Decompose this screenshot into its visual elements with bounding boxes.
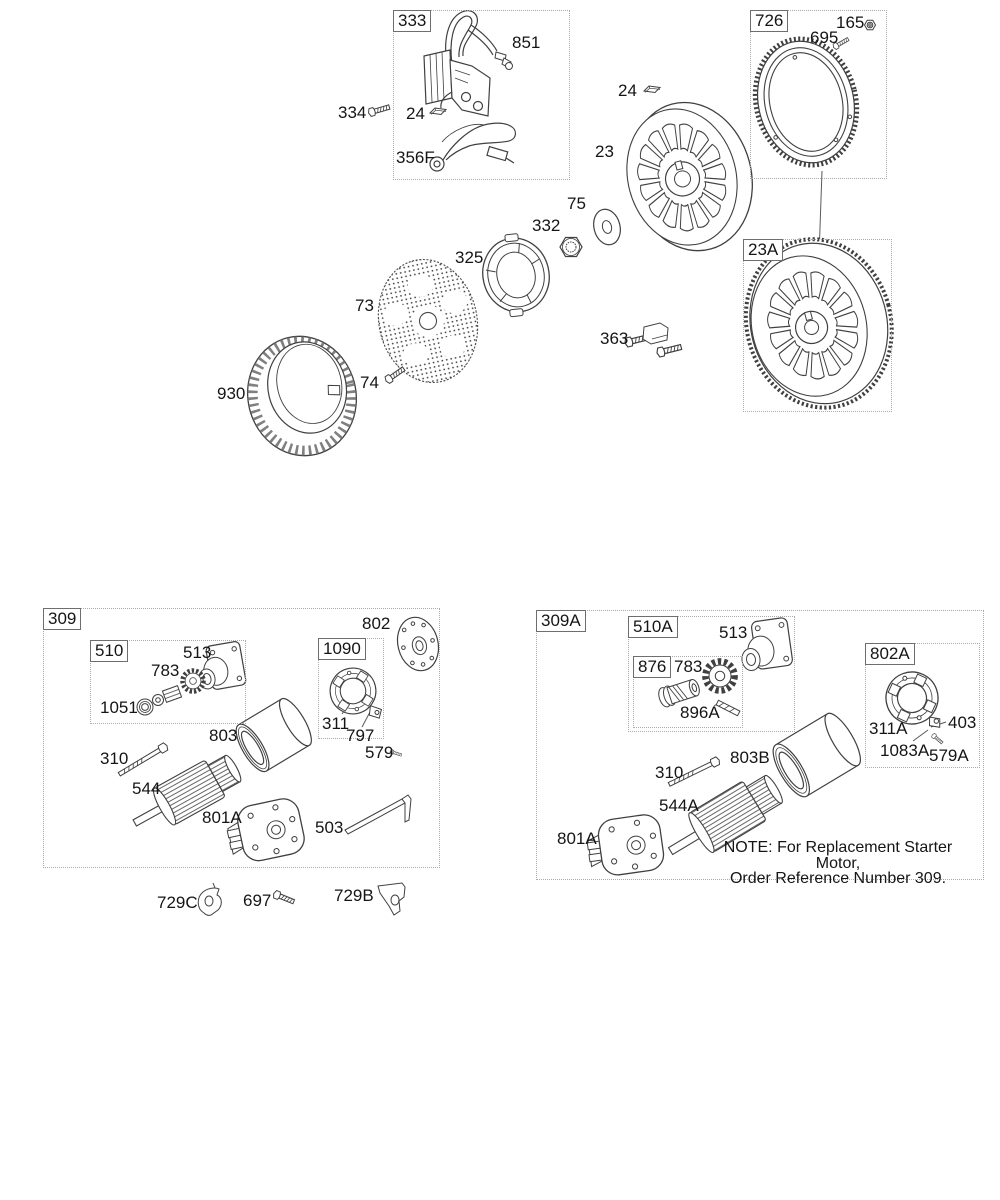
part-label-503: 503 bbox=[315, 818, 344, 837]
part-label-697: 697 bbox=[243, 891, 272, 910]
part-label-930: 930 bbox=[217, 384, 246, 403]
part-label-1051: 1051 bbox=[100, 698, 138, 717]
part-label-311: 311 bbox=[322, 714, 350, 733]
bracket-drawing-729c bbox=[198, 883, 221, 915]
box-label-510: 510 bbox=[90, 640, 128, 662]
rotating-screen-drawing-73 bbox=[367, 250, 489, 392]
washer-drawing-75 bbox=[590, 206, 624, 247]
flywheel-ring-drawing-930 bbox=[235, 325, 369, 468]
part-label-544: 544 bbox=[132, 779, 161, 798]
part-label-544a: 544A bbox=[659, 796, 699, 815]
bracket-drawing-729b bbox=[378, 883, 405, 915]
part-label-803b: 803B bbox=[730, 748, 770, 767]
box-label-23a: 23A bbox=[743, 239, 783, 261]
part-label-334: 334 bbox=[338, 103, 367, 122]
part-label-729b: 729B bbox=[334, 886, 374, 905]
box-label-802a: 802A bbox=[865, 643, 915, 665]
part-label-803: 803 bbox=[209, 726, 238, 745]
part-label-75: 75 bbox=[567, 194, 586, 213]
part-label-783-right: 783 bbox=[674, 657, 703, 676]
part-label-74: 74 bbox=[360, 373, 379, 392]
part-label-783-left: 783 bbox=[151, 661, 180, 680]
bolt-set-drawing-363 bbox=[624, 323, 682, 357]
replacement-note-line2: Order Reference Number 309. bbox=[729, 870, 947, 887]
part-label-579: 579 bbox=[365, 743, 394, 762]
part-label-310-right: 310 bbox=[655, 763, 684, 782]
box-label-876: 876 bbox=[633, 656, 671, 678]
part-label-729c: 729C bbox=[157, 893, 198, 912]
box-label-309a: 309A bbox=[536, 610, 586, 632]
part-label-513-left: 513 bbox=[183, 643, 212, 662]
part-label-851: 851 bbox=[512, 33, 541, 52]
part-label-1083a: 1083A bbox=[880, 741, 930, 760]
screw-drawing-74 bbox=[384, 365, 406, 384]
part-label-695: 695 bbox=[810, 28, 839, 47]
part-label-24-flywheel: 24 bbox=[618, 81, 637, 100]
replacement-note-line1: NOTE: For Replacement Starter Motor, bbox=[723, 839, 953, 872]
starter-clutch-drawing-325 bbox=[474, 227, 558, 323]
box-label-726: 726 bbox=[750, 10, 788, 32]
screw-drawing-334 bbox=[367, 103, 390, 117]
part-label-310-left: 310 bbox=[100, 749, 129, 768]
part-label-801a-left: 801A bbox=[202, 808, 242, 827]
part-label-73: 73 bbox=[355, 296, 374, 315]
part-label-311a: 311A bbox=[869, 719, 908, 738]
box-label-1090: 1090 bbox=[318, 638, 366, 660]
part-label-24-coil: 24 bbox=[406, 104, 425, 123]
group-box-23a bbox=[743, 239, 892, 412]
nut-drawing-332 bbox=[560, 238, 582, 257]
part-label-403: 403 bbox=[948, 713, 977, 732]
box-label-333: 333 bbox=[393, 10, 431, 32]
part-label-579a: 579A bbox=[929, 746, 969, 765]
key-drawing-24-flywheel bbox=[644, 86, 660, 93]
screw-drawing-697 bbox=[272, 890, 295, 906]
part-label-801a-right: 801A bbox=[557, 829, 597, 848]
box-label-309: 309 bbox=[43, 608, 81, 630]
part-label-356f: 356F bbox=[396, 148, 435, 167]
part-label-332: 332 bbox=[532, 216, 561, 235]
part-label-23: 23 bbox=[595, 142, 614, 161]
part-label-513-right: 513 bbox=[719, 623, 748, 642]
part-label-363: 363 bbox=[600, 329, 629, 348]
replacement-note bbox=[700, 840, 976, 887]
box-label-510a: 510A bbox=[628, 616, 678, 638]
part-label-896a: 896A bbox=[680, 703, 720, 722]
part-label-325: 325 bbox=[455, 248, 484, 267]
part-label-165: 165 bbox=[836, 13, 865, 32]
part-label-797: 797 bbox=[346, 726, 375, 745]
part-label-802: 802 bbox=[362, 614, 391, 633]
